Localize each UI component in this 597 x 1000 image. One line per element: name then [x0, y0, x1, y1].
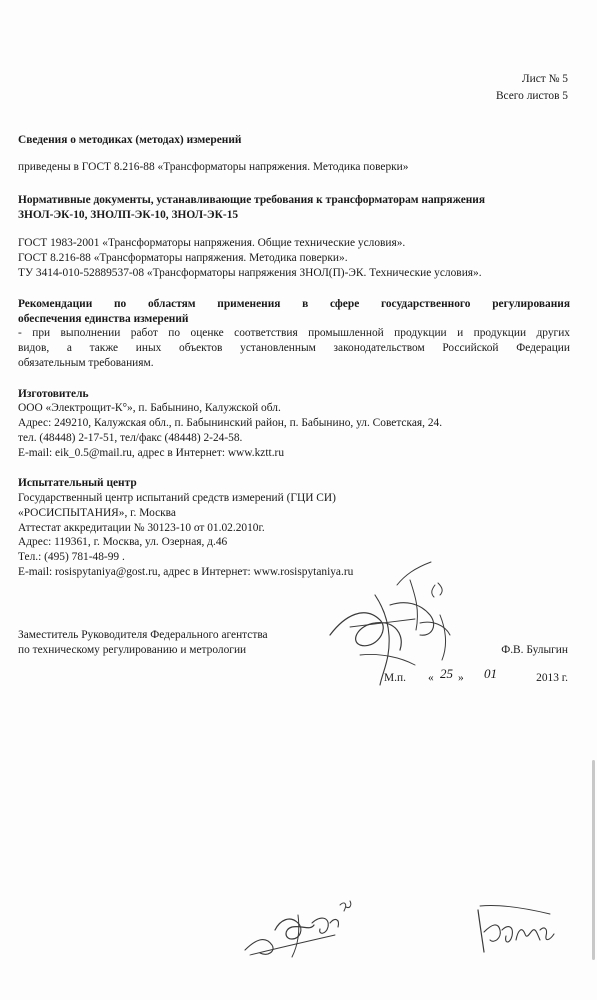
recommendations-line: обязательным требованиям. [18, 357, 154, 369]
normative-item: ГОСТ 1983-2001 «Трансформаторы напряжения. Общие технические условия». [18, 237, 406, 249]
signatory-name: Ф.В. Булыгин [501, 644, 568, 656]
date-day: 25 [440, 666, 453, 681]
manufacturer-line: Адрес: 249210, Калужская обл., п. Бабынинский район, п. Бабынино, ул. Советская, 24. [18, 417, 443, 429]
methods-text: приведены в ГОСТ 8.216-88 «Трансформаторы напряжения. Методика поверки» [18, 161, 409, 173]
recommendations-heading-line2: обеспечения единства измерений [18, 313, 189, 325]
normative-heading-line2: ЗНОЛ-ЭК-10, ЗНОЛП-ЭК-10, ЗНОЛ-ЭК-15 [18, 209, 239, 221]
recommendations-heading-line1: Рекомендации по областям применения в сфере государственного регулирования [18, 298, 570, 310]
manufacturer-heading: Изготовитель [18, 388, 89, 400]
scrollbar[interactable] [592, 760, 595, 960]
stamp-place-label: М.п. [384, 672, 406, 684]
test-center-line: Адрес: 119361, г. Москва, ул. Озерная, д.46 [18, 536, 228, 548]
sheet-total: Всего листов 5 [495, 90, 568, 102]
manufacturer-line: E-mail: eik_0.5@mail.ru, адрес в Интернет: www.kztt.ru [18, 447, 285, 459]
signatory-title-line2: по техническому регулированию и метрологии [18, 644, 247, 656]
date-close-quote: » [458, 672, 464, 684]
test-center-line: Государственный центр испытаний средств измерений (ГЦИ СИ) [18, 492, 336, 504]
recommendations-line: - при выполнении работ по оценке соответствия промышленной продукции и продукции других [18, 327, 570, 339]
test-center-heading: Испытательный центр [18, 477, 137, 489]
bottom-left-signature [240, 895, 360, 965]
test-center-line: «РОСИСПЫТАНИЯ», г. Москва [18, 507, 176, 519]
sheet-number: Лист № 5 [521, 73, 568, 85]
manufacturer-line: тел. (48448) 2-17-51, тел/факс (48448) 2-24-58. [18, 432, 243, 444]
date-year: 2013 г. [536, 672, 568, 684]
normative-item: ТУ 3414-010-52889537-08 «Трансформаторы напряжения ЗНОЛ(П)-ЭК. Технические условия». [18, 267, 482, 279]
stamp-stroke [395, 560, 435, 590]
bottom-right-signature [470, 900, 560, 960]
test-center-line: Тел.: (495) 781-48-99 . [18, 551, 125, 563]
test-center-line: Аттестат аккредитации № 30123-10 от 01.02.2010г. [18, 522, 265, 534]
signatory-title-line1: Заместитель Руководителя Федерального агентства [18, 629, 268, 641]
normative-heading-line1: Нормативные документы, устанавливающие требования к трансформаторам напряжения [18, 194, 486, 206]
date-open-quote: « [428, 672, 434, 684]
normative-item: ГОСТ 8.216-88 «Трансформаторы напряжения. Методика поверки». [18, 252, 348, 264]
test-center-line: E-mail: rosispytaniya@gost.ru, адрес в Интернет: www.rosispytaniya.ru [18, 566, 354, 578]
official-signature [320, 575, 470, 695]
manufacturer-line: ООО «Электрощит-К°», п. Бабынино, Калужской обл. [18, 402, 281, 414]
recommendations-line: видов, а также иных объектов установленным законодательством Российской Федерации [18, 342, 570, 354]
date-month: 01 [484, 666, 497, 681]
methods-heading: Сведения о методиках (методах) измерений [18, 134, 242, 146]
